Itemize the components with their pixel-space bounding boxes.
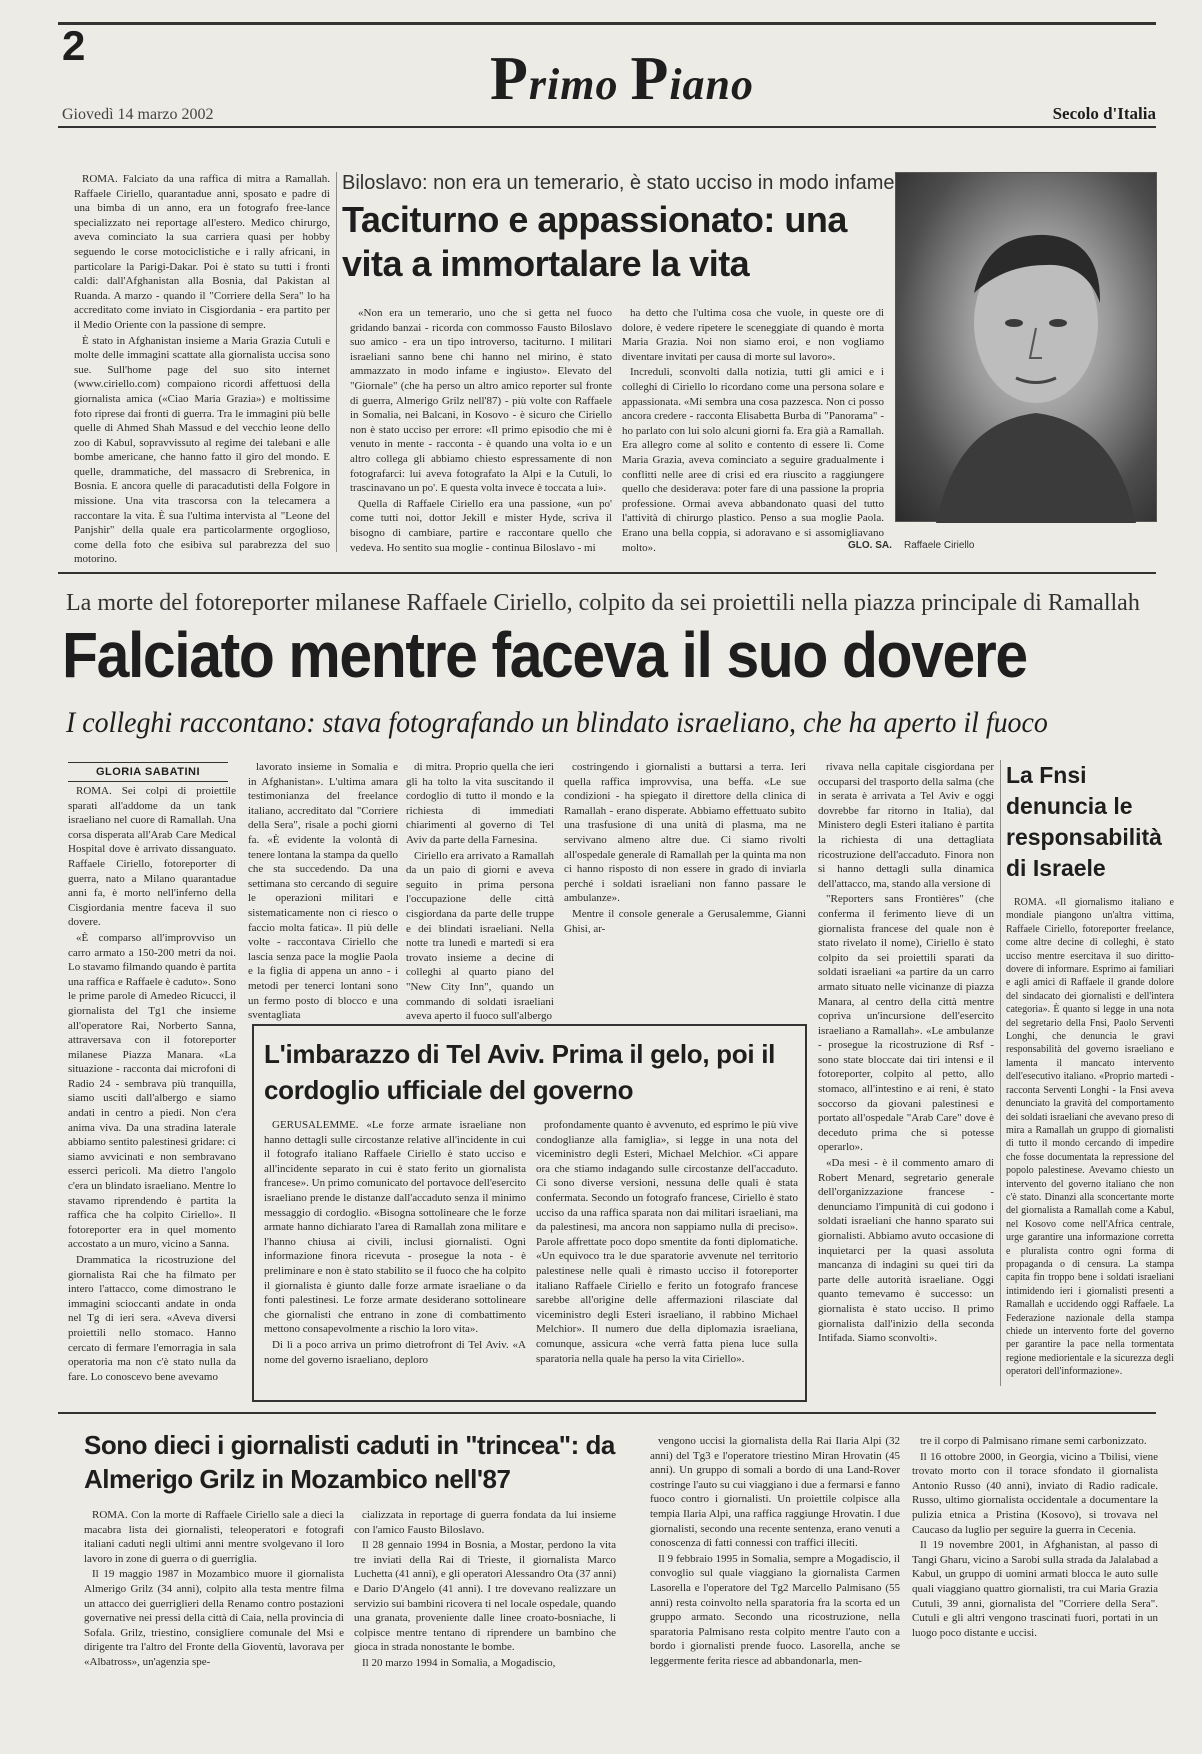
article1-headline: Taciturno e appassionato: una vita a immortalare la vita xyxy=(342,199,847,284)
article1-kicker: Biloslavo: non era un temerario, è stato ucciso in modo infame xyxy=(342,172,895,194)
page-number: 2 xyxy=(62,22,86,69)
newspaper-name: Secolo d'Italia xyxy=(1052,104,1156,123)
section-divider xyxy=(58,572,1156,574)
article1-column-2 xyxy=(350,306,612,552)
bottom-column-1 xyxy=(84,1508,344,1744)
boxed-paragraph: GERUSALEMME. «Le forze armate israeliane non hanno dettagli sulle circostanze relative all'incidente in cui il fotografo italiano Raffaele Ciriello è stato ucciso e all'incidente separato in cui è stato ferito un giornalista francese». Un primo comunicato del portavoce dell'esercito israeliano prende le distanze dall'accaduto senza il minimo messaggio di cordoglio. «Bisogna sottolineare che le forze armate hanno dichiarato l'area di Ramallah zona militare e l'hanno chiusa ai civili, inclusi giornalisti. Ogni informazione finora ricevuta - prosegue la nota - è preliminare e non è stato stabilito se il fuoco che ha colpito il giornalista è giunto dalle forze armate israeliane o da fonti palestinesi. Le forze armate desiderano sottolineare che giornalisti che entrano in zone di combattimento mettono consapevolmente a rischio la loro vita». xyxy=(264,1119,526,1336)
bottom-paragraph: Il 20 marzo 1994 in Somalia, a Mogadiscio, xyxy=(362,1656,556,1669)
bottom-headline: Sono dieci i giornalisti caduti in "trincea": da Almerigo Grilz in Mozambico nell'87 xyxy=(84,1430,615,1494)
article2-paragraph: di mitra. Proprio quella che ieri gli ha tolto la vita suscitando il cordoglio di tutto il mondo e la richiesta di immediati chiarimenti al governo di Tel Aviv da parte della Farnesina. xyxy=(406,761,554,846)
masthead-rule xyxy=(58,126,1156,128)
portrait-photo xyxy=(895,172,1157,522)
section-dropcap-2: P xyxy=(630,45,670,113)
article1-paragraph: ROMA. Falciato da una raffica di mitra a Ramallah. Raffaele Ciriello, quarantadue anni, sposato e padre di una bimba di un anno, era un fotografo free-lance specializzato nei reportage all'estero. Medico chirurgo, aveva cominciato la sua carriera quasi per hobby seguendo le corse motociclistiche e i rally africani, in particolare la Parigi-Dakar. Poi è stato su tutti i fronti caldi: dall'Afghanistan alla Bosnia, dal Pakistan al Ruanda. A marzo - quando il "Corriere della Sera" lo ha accreditato come inviato in Cisgiordania - era partito per il Medio Oriente con la passione di sempre. xyxy=(74,173,330,331)
column-separator xyxy=(1000,760,1001,1386)
bottom-paragraph: Il 28 gennaio 1994 in Bosnia, a Mostar, perdono la vita tre inviati della Rai di Trieste, il giornalista Marco Luchetta (41 anni), e gli operatori Alessandro Ota (37 anni) e Dario D'Angelo (41 anni). I tre dovevano realizzare un servizio sui bambini ricovera ti nel locale ospedale, quando una granata, proveniente dalle linee croato-bosniache, li colpisce mentre tentano di riprendere un bambino che gioca in strada nonostante le bombe. xyxy=(354,1539,616,1654)
bottom-paragraph: Il 16 ottobre 2000, in Georgia, vicino a Tbilisi, viene trovato morto con il torace sfondato il giornalista Antonio Russo (40 anni), inviato di Radio radicale. Russo, ultimo giornalista occidentale a documentare la pulizia etnica a Pristina (Kosovo), si trovava nel Caucaso da luglio per seguire la guerra in Cecenia. xyxy=(912,1450,1158,1536)
article1-paragraph: È stato in Afghanistan insieme a Maria Grazia Cutuli e molte delle immagini scattate alla giornalista uccisa sono sue. Sull'home page del suo sito internet (www.ciriello.com) compaiono ricordi affettuosi della giornalista amica («Ciao Maria Grazia») e moltissime foto riprese dai fronti di guerra. Tra le immagini più belle quelle di Ahmed Shah Massud e del vecchio leone dello zoo di Kabul, sopravvissuto al regime dei talebani e alle bombe americane, che hanno fatto il giro del mondo. E quelle, drammatiche, del massacro di Srebrenica, in Bosnia. E ancora quelle di paracadutisti della Folgore in missione. Una vita trascorsa con la telecamera a raccontare la vita. È sua l'ultima intervista al "Leone del Panjshir" della quale era particolarmente orgoglioso, come della foto che esibiva sul parabrezza del suo motorino. xyxy=(74,334,330,566)
column-separator xyxy=(336,172,337,552)
bottom-paragraph: tre il corpo di Palmisano rimane semi carbonizzato. xyxy=(920,1435,1147,1447)
boxed-paragraph: profondamente quanto è avvenuto, ed esprimo le più vive condoglianze alla famiglia», si legge in una nota del viceministro degli Esteri, Michael Melchior. «Ci appare ora che stiamo indagando sulle circostanze dell'accaduto. Ci sono diverse versioni, nessuna delle quali è stata confermata. Secondo un fotografo francese, Ciriello è stato ucciso da una raffica sparata non dai militari israeliani, ma da palestinesi, ma ancora non sappiamo nulla di preciso». Parole affrettate poco dopo smentite da fonti diplomatiche. «Un equivoco tra le due sparatorie avvenute nel territorio palestinese nelle quali è rimasto ucciso il fotoreporter italiano Raffaele Ciriello e ferito un fotografo francese sarebbe all'origine delle affermazioni rilasciate dal viceministro degli Esteri israeliano, il rabbino Michael Melchior». Il numero due della diplomazia israeliana, comunque, assicura «che verrà fatta piena luce sulla sparatoria nella quale ha perso la vita Ciriello». xyxy=(536,1119,798,1365)
issue-date: Giovedì 14 marzo 2002 xyxy=(62,106,214,123)
section-word-1: rimo xyxy=(528,60,631,109)
article2-paragraph: rivava nella capitale cisgiordana per occuparsi del trasporto della salma (che in serata è arrivata a Tel Aviv e oggi dovrebbe far ritorno in Italia), dal Ministero degli Esteri italiano è partita la richiesta di una dettagliata ricostruzione dell'accaduto. Finora non si hanno dettagli sulla dinamica dell'attacco, ma, stando alla versione di xyxy=(818,761,994,890)
boxed-column-2 xyxy=(536,1118,798,1390)
article2-headline: Falciato mentre faceva il suo dovere xyxy=(62,619,1027,691)
bottom-paragraph: ROMA. Con la morte di Raffaele Ciriello sale a dieci la macabra lista dei giornalisti, teleoperatori e fotografi italiani caduti negli ultimi anni mentre svolgevano il loro lavoro in zone di guerra o di guerriglia. xyxy=(84,1509,344,1565)
article1-paragraph: «Non era un temerario, uno che si getta nel fuoco gridando banzai - ricorda con commosso Fausto Biloslavo suo amico - era un tipo introverso, taciturno. I militari israeliani sanno bene chi hanno nel mirino, è stato ammazzato in modo infame e ingiusto». Elevato del "Giornale" (che ha perso un altro amico reporter sul fronte di guerra, Almerigo Grilz nell'87) - più volte con Raffaele in Somalia, nei Balcani, in Kosovo - è sicuro che Ciriello non è stato ucciso per errore: «Il primo episodio che mi è venuto in mente - racconta - è quando una volta io e un altro collega gli abbiamo chiesto espressamente di non fotografarci: lui aveva fotografato la Alpi e la Cutuli, lo trascinavano un po'. E questa volta invece è toccata a lui». xyxy=(350,307,612,495)
section-word-2: iano xyxy=(669,60,755,109)
bottom-paragraph: Il 19 maggio 1987 in Mozambico muore il giornalista Almerigo Grilz (34 anni), colpito alla testa mentre filma un attacco dei guerriglieri della Renamo contro postazioni governative nei pressi della città di Caia, nella provincia di Sofala. Grilz, triestino, consigliere comunale del Msi e dirigente tra l'altro del Fronte della Gioventù, lavorava per «Albatross», un'agenzia spe- xyxy=(84,1568,344,1668)
article1-paragraph: Increduli, sconvolti dalla notizia, tutti gli amici e i colleghi di Ciriello lo ricordano come una persona solare e appassionata. «Mi sembra una cosa pazzesca. Non ci posso ancora credere - racconta Elisabetta Burba di "Panorama" - ho parlato con lui solo alcuni giorni fa. Era già a Ramallah. Era allegro come al solito e contento di essere lì. Come Maria Grazia, aveva cominciato a seguire gradualmente i conflitti nelle aree di crisi ed era riuscito a raggiungere quello che desiderava: poter fare di una passione la propria professione. Ormai aveva abbandonato quasi del tutto l'attività di chirurgo plastico. Penso a sua moglie Paola. Erano una bella coppia, si adoravano e si assomigliavano molto». xyxy=(622,366,884,554)
photo-credit: GLO. SA. xyxy=(848,540,892,551)
article2-paragraph: Mentre il console generale a Gerusalemme, Gianni Ghisi, ar- xyxy=(564,907,806,935)
boxed-column-1 xyxy=(264,1118,526,1390)
article2-column-4 xyxy=(564,760,806,1016)
section-title xyxy=(490,44,754,115)
article2-paragraph: lavorato insieme in Somalia e in Afghanistan». L'ultima amara testimonianza del freelance italiano, accreditato dal "Corriere della Sera", risale a pochi giorni fa. «È evidente la volontà di tenere lontana la stampa da quello che sta succedendo. Da una settimana sto cercando di seguire le operazioni militari e sistematicamente non ci riesco o faccio molta fatica». Il più delle volte - raccontava Ciriello che lascia senza pace la moglie Paola e la figlia di appena un anno - i metodi per tenerci lontani sono un fermo posto di blocco e una sventagliata xyxy=(248,761,398,1022)
article2-paragraph: «Da mesi - è il commento amaro di Robert Menard, segretario generale dell'organizzazione francese - denunciamo l'impunità di cui godono i soldati israeliani che hanno sparato sui giornalisti. Abbiamo avuto occasione di inquietarci per la quasi assoluta mancanza di indagini su quei tiri da parte delle autorità israeliane. Oggi quanto temevamo è successo: un giornalista è stato ucciso. Il primo giornalista dall'inizio della seconda Intifada. Siamo sconvolti». xyxy=(818,1157,994,1345)
photo-caption: Raffaele Ciriello xyxy=(904,540,975,551)
bottom-paragraph: cializzata in reportage di guerra fondata da lui insieme con l'amico Fausto Biloslavo. xyxy=(354,1509,616,1536)
article2-paragraph: Drammatica la ricostruzione del giornalista Rai che ha filmato per intero l'attacco, come dimostrano le immagini scioccanti andate in onda nel Tg di ieri sera. «Aveva diversi proiettili nello stomaco. Hanno cercato di fermare l'emorragia in sala operatoria ma non c'è stato nulla da fare. Lo conoscevo bene avevamo xyxy=(68,1254,236,1383)
article2-kicker: La morte del fotoreporter milanese Raffaele Ciriello, colpito da sei proiettili nella piazza principale di Ramallah xyxy=(66,590,1140,616)
article2-paragraph: "Reporters sans Frontières" (che conferma il ferimento lieve di un giornalista francese del quale non è stato rivelato il nome), Ciriello è stato colpito da sei proiettili sparati da soldati israeliani «a partire da un carro armato situato nelle vicinanze di piazza Manara, al centro della città mentre copriva un'incursione dell'esercito israeliano a Ramallah». «Le ambulanze - prosegue la ricostruzione di Rsf - sono state bloccate dai tiri intensi e il fotoreporter, colpito al petto, allo stomaco, all'intestino e ai reni, è stato soccorso da giovani palestinesi e portato all'ospedale "Arab Care" dove è deceduto prima che si potesse operarlo». xyxy=(818,893,994,1154)
article1-column-1 xyxy=(74,172,330,566)
article2-column-3 xyxy=(406,760,554,1023)
sidebar-body xyxy=(1006,896,1174,1386)
sidebar-paragraph: ROMA. «Il giornalismo italiano e mondiale piangono un'altra vittima, Raffaele Ciriello, fotoreporter freelance, come altre decine di colleghi, è stato ucciso mentre esercitava il suo diritto-dovere di informare. Esprimo ai familiari e agli amici di Raffaele il grande dolore del sindacato dei giornalisti e dell'intera categoria». È quanto si legge in una nota del segretario della Fnsi, Paolo Serventi Longhi, che denuncia le gravi responsabilità del governo israeliano e lamenta il mancato intervento dell'esecutivo italiano. «Proprio martedì - racconta Serventi Longhi - la Fnsi aveva denunciato la gravità del comportamento dei soldati israeliani che avevano preso di mira a Ramallah un gruppo di giornalisti di tutto il mondo cercando di impedire che fosse documentata la repressione del popolo palestinese. Avevamo chiesto un intervento del governo italiano che non c'è stato. Dinanzi alla sconcertante morte del giornalista a Ramallah come a Kabul, nel Kosovo come nell'Africa centrale, urge garantire una informazione corretta e pluralista contro ogni forma di propaganda o di censura. La stampa capita fin troppo bene i soldati israeliani intimidendo ieri i giornalisti presenti a Ramallah e uccidendo oggi Raffaele. La Federazione nazionale della stampa chiede un intervento forte del governo per garantire la pace nella tormentata regione mediorientale e la sicurezza degli operatori dell'informazione». xyxy=(1006,897,1174,1378)
bottom-divider xyxy=(58,1412,1156,1414)
article1-paragraph: Quella di Raffaele Ciriello era una passione, «un po' come tutti noi, dottor Jekill e mister Hyde, scriva il bisogno di cambiare, partire e raccontare quello che vedeva. Ho sentito sua moglie - continua Biloslavo - mi xyxy=(350,497,612,554)
bottom-paragraph: Il 19 novembre 2001, in Afghanistan, al passo di Tangi Gharu, vicino a Sarobi sulla strada da Jalalabad a Kabul, un gruppo di uomini armati blocca le auto sulle quali viaggiano quattro giornalisti, tra cui Maria Grazia Cutuli, 39 anni, giornalista del "Corriere della Sera". Cutuli e gli altri vengono trascinati fuori, portati in un luogo poco distante e uccisi. xyxy=(912,1539,1158,1639)
article2-paragraph: costringendo i giornalisti a buttarsi a terra. Ieri quella raffica improvvisa, una beffa. «Le sue condizioni - ha spiegato il direttore della clinica di Ramallah - erano disperate. Abbiamo effettuato subito una trasfusione di una unità di plasma, ma ne servivano almeno altre due. Ci siamo rivolti all'ospedale generale di Ramallah per la quinta ma non ci hanno risposto di non essere in grado di inviarla perché i soldati israeliani non fanno passare le ambulanze». xyxy=(564,761,806,905)
byline: GLORIA SABATINI xyxy=(68,762,228,782)
sidebar-headline: La Fnsi denuncia le responsabilità di Israele xyxy=(1006,762,1162,881)
bottom-column-4 xyxy=(912,1434,1158,1744)
bottom-paragraph: Il 9 febbraio 1995 in Somalia, sempre a Mogadiscio, il convoglio sul quale viaggiano la giornalista Carmen Lasorella e l'operatore del Tg2 Marcello Palmisano (55 anni) resta coinvolto nella sparatoria fra la scorta ed un gruppo armato. Secondo una ricostruzione, nella sparatoria Palmisano resta colpito mentre l'auto con a bordo i giornalisti prende fuoco. Lasorella, anche se leggermente ferita riesce ad abbandonarla, men- xyxy=(650,1552,900,1667)
article1-paragraph: ha detto che l'ultima cosa che vuole, in queste ore di dolore, è vedere ripetere le sceneggiate di quando è morta Maria Grazia. Noi non siamo eroi, e non vogliamo diventare invitati per causa di morte sul lavoro». xyxy=(622,307,884,363)
portrait-illustration xyxy=(896,173,1158,523)
section-dropcap-1: P xyxy=(490,45,529,113)
article2-paragraph: ROMA. Sei colpi di proiettile sparati all'addome da un tank israeliano nel cuore di Ramallah. Una corsa disperata all'Arab Care Medical Hospital dove è arrivato dissanguato. Raffaele Ciriello, fotoreporter di guerra, nato a Milano quarantadue anni fa, è morto nell'inferno della Cisgiordania mentre faceva il suo dovere. xyxy=(68,785,236,929)
boxed-headline: L'imbarazzo di Tel Aviv. Prima il gelo, poi il cordoglio ufficiale del governo xyxy=(264,1039,776,1105)
article2-column-1 xyxy=(68,784,236,1386)
article2-column-5 xyxy=(818,760,994,1386)
article1-column-3 xyxy=(622,306,884,552)
article2-subheadline: I colleghi raccontano: stava fotografando un blindato israeliano, che ha aperto il fuoco xyxy=(66,706,1048,739)
article2-column-2 xyxy=(248,760,398,1022)
article2-paragraph: «È comparso all'improvviso un carro armato a 150-200 metri da noi. Lo stavamo filmando quando è partita una raffica e Raffaele è caduto». Sono le prime parole di Amedeo Ricucci, il giornalista del Tg1 che insieme all'operatore Rai, Norberto Sanna, attraversava con il fotoreporter milanese Piazza Manara. «La situazione - racconta dai microfoni di Radio 24 - sembrava più tranquilla, siamo usciti dall'albergo e siamo andati in centro a piedi. Non c'era anima viva. Da una stradina laterale abbiamo sentito palestinesi gridare: ci siamo avvicinati e non sembravano esserci pericoli. Ma dietro l'angolo c'era un blindato israeliano. Mentre lo stavamo riprendendo è partita la raffica che ha colpito Ciriello». Il fotoreporter era in quel momento accostato a un muro, vicino a Sanna. xyxy=(68,931,236,1251)
bottom-column-3 xyxy=(650,1434,900,1744)
bottom-column-2 xyxy=(354,1508,616,1744)
article2-paragraph: Ciriello era arrivato a Ramallah da un paio di giorni e aveva seguito in prima persona l'occupazione delle città cisgiordana da parte delle truppe e dei blindati israeliani. Nella notte tra lunedì e martedì si era trovato insieme a decine di colleghi al quarto piano del "New City Inn", quando un commando di soldati israeliani aveva aperto il fuoco sull'albergo xyxy=(406,849,554,1023)
bottom-paragraph: vengono uccisi la giornalista della Rai Ilaria Alpi (32 anni) del Tg3 e l'operatore triestino Miran Hrovatin (45 anni). Un gruppo di somali a bordo di una Land-Rover costringe l'auto su cui viaggiano i due a fermarsi e fanno fuoco contro i giornalisti. Un proiettile colpisce alla tempia Ilaria Alpi, una raffica raggiunge Hrovatin. I due giornalisti, secondo una recente sentenza, erano venuti a conoscenza di fatti connessi con traffici illeciti. xyxy=(650,1435,900,1550)
boxed-paragraph: Di lì a poco arriva un primo dietrofront di Tel Aviv. «A nome del governo israeliano, deploro xyxy=(264,1338,526,1366)
top-rule xyxy=(58,22,1156,25)
